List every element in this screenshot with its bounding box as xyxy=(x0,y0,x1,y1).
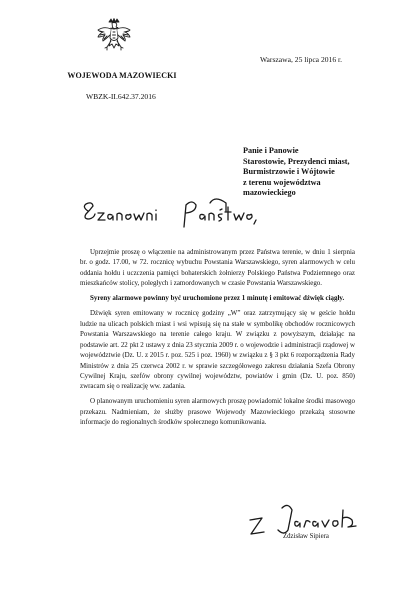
body-paragraph: Uprzejmie proszę o włączenie na administrowanym przez Państwa terenie, w dniu 1 sierpnia br. o godz. 17.00, w 72. rocznicę wybuchu Powstania Warszawskiego, syren alarmowych w celu oddania hołdu i uczczenia pamięci bohaterskich żołnierzy Polskiego Państwa Podziemnego oraz mieszkańców stolicy, poległych i zamordowanych w czasie Powstania Warszawskiego. xyxy=(80,248,355,288)
addressee-line: mazowieckiego xyxy=(243,188,296,198)
body-paragraph: Dźwięk syren emitowany w rocznicę godziny „W” oraz zatrzymujący się w geście hołdu ludzie na ulicach polskich miast i wsi wpisują się na stałe w symbolikę obchodów rocznicowych Powstania Warszawskiego na terenie całego kraju. W związku z powyższym, działając na podstawie art. 22 pkt 2 ustawy z dnia 23 stycznia 2009 r. o wojewodzie i administracji rządowej w województwie (Dz. U. z 2015 r. poz. 525 i poz. 1960) w związku z § 3 pkt 6 rozporządzenia Rady Ministrów z dnia 25 czerwca 2002 r. w sprawie szczegółowego zakresu działania Szefa Obrony Cywilnej Kraju, szefów obrony cywilnej województw, powiatów i gmin (Dz. U. poz. 850) zwracam się o realizację ww. zadania. xyxy=(80,309,355,391)
letter-body xyxy=(80,247,355,432)
handwritten-salutation xyxy=(80,197,330,237)
addressee-block xyxy=(243,146,350,199)
place-and-date: Warszawa, 25 lipca 2016 r. xyxy=(260,55,343,64)
reference-number: WBZK-II.642.37.2016 xyxy=(86,92,156,101)
addressee-line: z terenu województwa xyxy=(243,177,321,187)
addressee-line: Burmistrzowie i Wójtowie xyxy=(243,167,335,177)
addressee-line: Panie i Panowie xyxy=(243,146,299,155)
addressee-line: Starostowie, Prezydenci miast, xyxy=(243,156,350,166)
body-paragraph-emphasis: Syreny alarmowe powinny być uruchomione przez 1 minutę i emitować dźwięk ciągły. xyxy=(90,294,345,303)
issuer-name: WOJEWODA MAZOWIECKI xyxy=(67,71,177,80)
signer-name: Zdzisław Sipiera xyxy=(283,533,329,540)
polish-eagle-emblem-icon xyxy=(94,16,134,60)
body-paragraph: O planowanym uruchomieniu syren alarmowych proszę powiadomić lokalne środki masowego przekazu. Nadmieniam, że służby prasowe Wojewody Mazowieckiego przekażą stosowne informacje do regionalnych środków społecznego komunikowania. xyxy=(80,397,355,427)
